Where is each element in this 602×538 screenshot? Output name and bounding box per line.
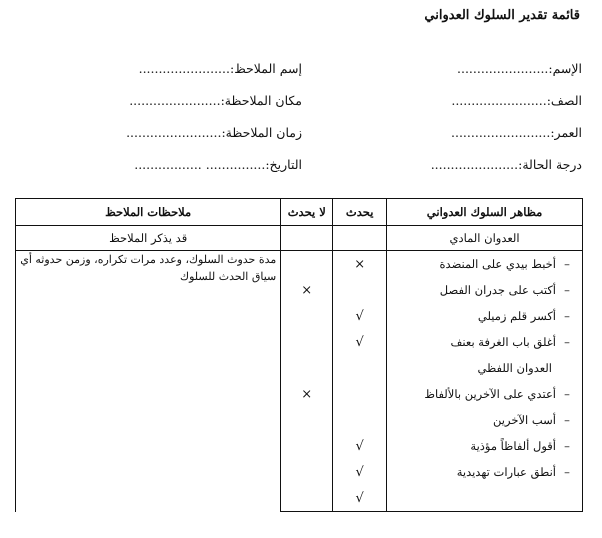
not-occurs-cell [281, 329, 333, 355]
dash-mark: – [564, 439, 570, 453]
dash-mark: – [564, 387, 570, 401]
dash-mark: – [564, 283, 570, 297]
section-row-physical [16, 226, 583, 251]
behavior-cell [387, 485, 583, 512]
behavior-cell [387, 303, 583, 329]
behavior-text: أنطق عبارات تهديدية [456, 465, 556, 479]
behavior-text: أسب الآخرين [493, 413, 556, 427]
section-physical-label: العدوان المادي [387, 226, 583, 251]
not-occurs-cell [281, 459, 333, 485]
header-behavior: مظاهر السلوك العدواني [387, 199, 583, 226]
section-verbal-label: العدوان اللفظي [387, 355, 583, 381]
behavior-text: أخبط بيدي على المنضدة [439, 257, 556, 271]
table-header-row [16, 199, 583, 226]
behavior-table [15, 198, 583, 512]
field-row [22, 52, 582, 84]
field-row [22, 116, 582, 148]
not-occurs-cell [281, 485, 333, 512]
dash-mark: – [564, 257, 570, 271]
behavior-cell [387, 381, 583, 407]
info-fields [22, 52, 582, 180]
table-row [16, 251, 583, 278]
behavior-cell [387, 433, 583, 459]
empty-cell [333, 355, 387, 381]
behavior-cell [387, 277, 583, 303]
occurs-cell [333, 277, 387, 303]
behavior-text: أعتدي على الآخرين بالألفاظ [424, 387, 556, 401]
dash-mark: – [564, 335, 570, 349]
behavior-cell [387, 407, 583, 433]
notes-cell: مدة حدوث السلوك، وعدد مرات تكراره، وزمن حدوثه أي سياق الحدث للسلوك [16, 251, 281, 512]
not-occurs-cell [281, 251, 333, 278]
dash-mark: – [564, 309, 570, 323]
not-occurs-cell [281, 407, 333, 433]
name-field: الإسم:....................... [457, 60, 582, 76]
observer-name-field: إسم الملاحظ:....................... [138, 60, 302, 76]
date-field: التاريخ:............... ................. [134, 156, 302, 172]
header-not-occurs: لا يحدث [281, 199, 333, 226]
observation-time-field: زمان الملاحظة:........................ [126, 124, 302, 140]
field-row [22, 148, 582, 180]
dash-mark: – [564, 413, 570, 427]
empty-cell [281, 226, 333, 251]
notes-subheader: قد يذكر الملاحظ [16, 226, 281, 251]
behavior-text: أقول ألفاظاً مؤذية [470, 439, 556, 453]
not-occurs-cell: × [281, 381, 333, 407]
occurs-cell: √ [333, 303, 387, 329]
dash-mark: – [564, 465, 570, 479]
occurs-cell [333, 381, 387, 407]
behavior-text: أغلق باب الغرفة بعنف [450, 335, 556, 349]
behavior-cell [387, 459, 583, 485]
class-field: الصف:........................ [451, 92, 582, 108]
field-row [22, 84, 582, 116]
behavior-cell [387, 251, 583, 278]
observation-place-field: مكان الملاحظة:....................... [129, 92, 302, 108]
occurs-cell: √ [333, 329, 387, 355]
not-occurs-cell [281, 303, 333, 329]
behavior-text: أكسر قلم زميلي [477, 309, 556, 323]
occurs-cell: √ [333, 433, 387, 459]
header-occurs: يحدث [333, 199, 387, 226]
document-title: قائمة تقدير السلوك العدواني [424, 8, 580, 23]
case-degree-field: درجة الحالة:...................... [430, 156, 582, 172]
not-occurs-cell: × [281, 277, 333, 303]
empty-cell [281, 355, 333, 381]
behavior-text: أكتب على جدران الفصل [439, 283, 556, 297]
occurs-cell: √ [333, 485, 387, 512]
behavior-cell [387, 329, 583, 355]
occurs-cell: × [333, 251, 387, 278]
empty-cell [333, 226, 387, 251]
header-notes: ملاحظات الملاحظ [16, 199, 281, 226]
occurs-cell [333, 407, 387, 433]
not-occurs-cell [281, 433, 333, 459]
occurs-cell: √ [333, 459, 387, 485]
age-field: العمر:......................... [451, 124, 582, 140]
